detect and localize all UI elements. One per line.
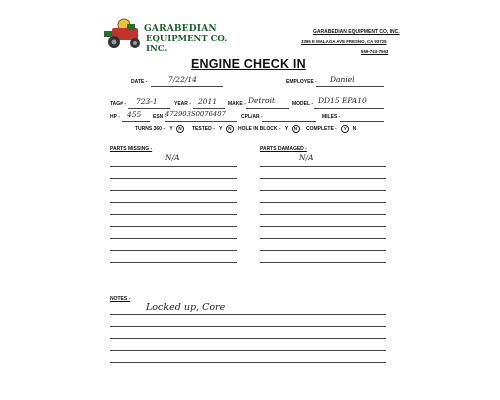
tag-value: 723-1 [136, 97, 158, 106]
parts-damaged-line-2 [260, 178, 386, 179]
notes-line-2 [110, 326, 386, 327]
tractor-icon [100, 16, 146, 50]
complete-label: COMPLETE - [306, 126, 337, 132]
miles-label: MILES - [322, 114, 341, 120]
turns-label: TURNS 360 - [135, 126, 166, 132]
cpl-line [262, 121, 316, 122]
notes-value: Locked up, Core [146, 302, 226, 313]
esn-line [165, 121, 237, 122]
parts-missing-line-6 [110, 226, 237, 227]
hole-yes[interactable]: Y [284, 126, 289, 132]
parts-damaged-line-9 [260, 262, 386, 263]
company-name: GARABEDIAN EQUIPMENT CO, INC. [313, 29, 400, 35]
model-value: DD15 EPA10 [318, 96, 367, 105]
complete-no[interactable]: N [352, 126, 357, 132]
tested-row [192, 125, 234, 133]
parts-missing-label: PARTS MISSING - [110, 146, 153, 152]
tested-label: TESTED - [192, 126, 215, 132]
complete-row [306, 125, 356, 133]
parts-damaged-label: PARTS DAMAGED - [260, 146, 307, 152]
parts-missing-line-4 [110, 202, 237, 203]
notes-line-3 [110, 338, 386, 339]
date-label: DATE - [131, 79, 148, 85]
model-line [314, 108, 384, 109]
cpl-label: CPL/AR - [241, 114, 263, 120]
parts-missing-line-5 [110, 214, 237, 215]
parts-damaged-value: N/A [299, 153, 314, 162]
parts-damaged-line-1 [260, 166, 386, 167]
turns-yes[interactable]: Y [169, 126, 173, 132]
date-line [151, 86, 223, 87]
parts-missing-line-3 [110, 190, 237, 191]
employee-label: EMPLOYEE - [286, 79, 317, 85]
parts-missing-value: N/A [165, 153, 180, 162]
esn-label: ESN - [153, 114, 167, 120]
tag-label: TAG# - [110, 101, 127, 107]
notes-line-5 [110, 362, 386, 363]
year-line [193, 108, 225, 109]
make-label: MAKE - [228, 101, 246, 107]
parts-missing-line-2 [110, 178, 237, 179]
parts-damaged-line-4 [260, 202, 386, 203]
year-value: 2011 [198, 97, 218, 106]
hole-row [238, 125, 300, 133]
tested-yes[interactable]: Y [219, 126, 223, 132]
year-label: YEAR - [174, 101, 191, 107]
logo-name-line2: EQUIPMENT CO. INC. [146, 34, 228, 54]
make-line [246, 108, 289, 109]
notes-label: NOTES - [110, 296, 131, 302]
logo-name-line1: GARABEDIAN [144, 24, 217, 34]
parts-missing-line-8 [110, 250, 237, 251]
esn-value: 472903S0076407 [165, 110, 226, 118]
hole-no-circled[interactable]: N [292, 125, 300, 133]
parts-missing-line-1 [110, 166, 237, 167]
page-title: ENGINE CHECK IN [191, 57, 306, 71]
parts-missing-line-9 [110, 262, 237, 263]
complete-yes-circled[interactable]: Y [341, 125, 349, 133]
miles-line [340, 121, 384, 122]
parts-damaged-line-6 [260, 226, 386, 227]
parts-damaged-line-3 [260, 190, 386, 191]
date-value: 7/22/14 [168, 75, 197, 84]
employee-value: Daniel [330, 75, 355, 84]
parts-missing-line-7 [110, 238, 237, 239]
company-logo [100, 14, 250, 54]
tag-line [128, 108, 170, 109]
notes-line-1 [110, 314, 386, 315]
hole-label: HOLE IN BLOCK - [238, 126, 281, 132]
model-label: MODEL - [292, 101, 314, 107]
parts-damaged-line-7 [260, 238, 386, 239]
notes-line-4 [110, 350, 386, 351]
hp-value: 455 [127, 110, 142, 119]
parts-damaged-line-5 [260, 214, 386, 215]
employee-line [316, 86, 384, 87]
turns-row [135, 125, 184, 133]
make-value: Detroit [248, 96, 275, 105]
company-address: 3395 E MALAGA AVE FRESNO, CA 93725 [301, 39, 387, 44]
tested-no-circled[interactable]: N [226, 125, 234, 133]
hp-line [122, 121, 150, 122]
company-phone: 559-743-7563 [361, 49, 389, 54]
hp-label: HP - [110, 114, 120, 120]
turns-no-circled[interactable]: N [176, 125, 184, 133]
parts-damaged-line-8 [260, 250, 386, 251]
